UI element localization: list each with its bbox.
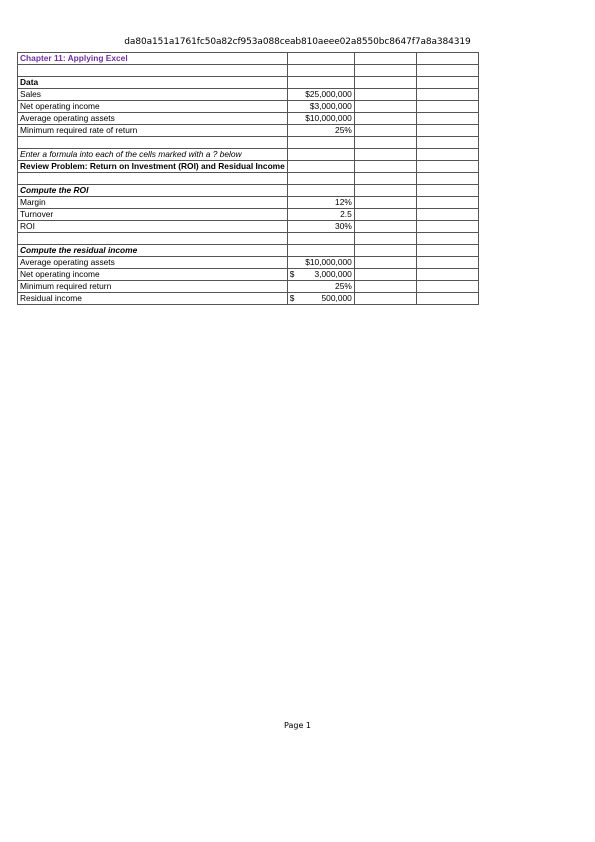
- row-label: ROI: [18, 221, 288, 233]
- review-title: Review Problem: Return on Investment (ROI) and Residual Income: [18, 161, 288, 173]
- table-row: [18, 113, 479, 125]
- review-title-row: [18, 161, 479, 173]
- blank-row: [18, 173, 479, 185]
- ri-heading-row: [18, 245, 479, 257]
- table-row: [18, 101, 479, 113]
- instruction-text: Enter a formula into each of the cells marked with a ? below: [18, 149, 288, 161]
- roi-heading: Compute the ROI: [18, 185, 288, 197]
- row-value[interactable]: 25%: [287, 125, 354, 137]
- currency-symbol: $: [289, 293, 295, 303]
- row-value[interactable]: 2.5: [287, 209, 354, 221]
- row-label: Minimum required return: [18, 281, 288, 293]
- data-heading: Data: [18, 77, 288, 89]
- row-label: Sales: [18, 89, 288, 101]
- table-row: [18, 257, 479, 269]
- blank-row: [18, 65, 479, 77]
- instruction-row: [18, 149, 479, 161]
- row-label: Net operating income: [18, 269, 288, 281]
- sheet-title: Chapter 11: Applying Excel: [18, 53, 288, 65]
- page-number: Page 1: [284, 721, 311, 730]
- table-row: [18, 197, 479, 209]
- table-row: [18, 89, 479, 101]
- row-value-cell[interactable]: [287, 269, 354, 281]
- table-row: [18, 269, 479, 281]
- row-value[interactable]: $10,000,000: [287, 113, 354, 125]
- row-value-cell[interactable]: [287, 293, 354, 305]
- row-value[interactable]: 12%: [287, 197, 354, 209]
- currency-symbol: $: [289, 269, 295, 279]
- row-value[interactable]: $3,000,000: [287, 101, 354, 113]
- data-heading-row: [18, 77, 479, 89]
- spreadsheet-table: [17, 52, 479, 305]
- blank-row: [18, 233, 479, 245]
- row-label: Average operating assets: [18, 113, 288, 125]
- table-row: [18, 209, 479, 221]
- row-label: Minimum required rate of return: [18, 125, 288, 137]
- row-label: Margin: [18, 197, 288, 209]
- roi-heading-row: [18, 185, 479, 197]
- document-header-id: da80a151a1761fc50a82cf953a088ceab810aeee02a8550bc8647f7a8a384319: [124, 37, 471, 47]
- blank-row: [18, 137, 479, 149]
- row-value[interactable]: $25,000,000: [287, 89, 354, 101]
- row-value: 3,000,000: [314, 269, 352, 279]
- row-label: Residual income: [18, 293, 288, 305]
- ri-heading: Compute the residual income: [18, 245, 288, 257]
- row-label: Turnover: [18, 209, 288, 221]
- row-value[interactable]: 25%: [287, 281, 354, 293]
- row-value: 500,000: [321, 293, 352, 303]
- table-row: [18, 125, 479, 137]
- table-row: [18, 281, 479, 293]
- row-label: Average operating assets: [18, 257, 288, 269]
- title-row: [18, 53, 479, 65]
- row-value[interactable]: $10,000,000: [287, 257, 354, 269]
- row-label: Net operating income: [18, 101, 288, 113]
- row-value[interactable]: 30%: [287, 221, 354, 233]
- table-row: [18, 293, 479, 305]
- table-row: [18, 221, 479, 233]
